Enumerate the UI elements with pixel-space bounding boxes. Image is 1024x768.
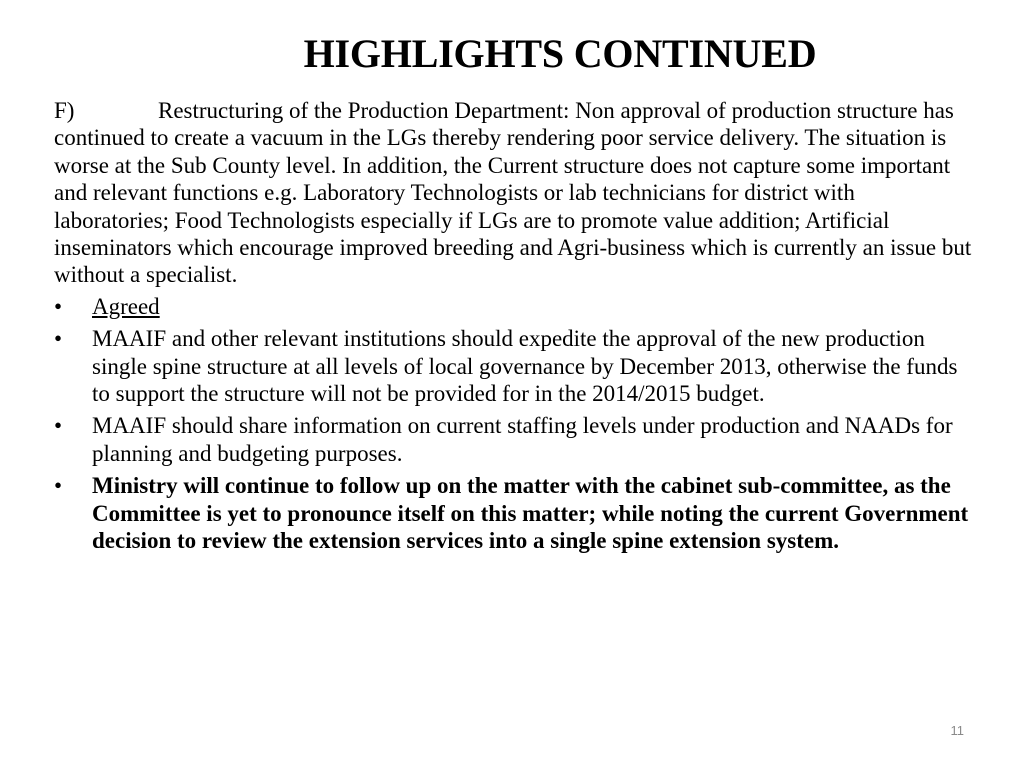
intro-text: Restructuring of the Production Department: Non approval of production structure has continued to create a vacuum in the LGs thereby rendering poor service delivery. The situation is worse at the Sub County level. In addition, the Current structure does not capture some important and relevant functions e.g. Laboratory Technologists or lab technicians for district with laboratories; Food Technologists especially if LGs are to promote value addition; Artificial inseminators which encourage improved breeding and Agri-business which is currently an issue but without a specialist. xyxy=(54,98,972,288)
bullet-list xyxy=(54,293,974,555)
bullet-item-share-information xyxy=(54,412,974,467)
intro-paragraph xyxy=(54,97,974,289)
slide-body xyxy=(54,97,974,560)
bullet-icon: • xyxy=(54,413,63,439)
bullet-icon: • xyxy=(54,473,63,499)
bullet-text: Agreed xyxy=(92,293,160,319)
bullet-icon: • xyxy=(54,293,63,319)
bullet-text: MAAIF should share information on current staffing levels under production and NAADs for planning and budgeting purposes. xyxy=(92,413,953,466)
page-number: 11 xyxy=(950,723,964,738)
bullet-item-ministry-follow-up xyxy=(54,472,974,554)
bullet-text: MAAIF and other relevant institutions should expedite the approval of the new production single spine structure at all levels of local governance by December 2013, otherwise the funds to support the structure will not be provided for in the 2014/2015 budget. xyxy=(92,326,958,407)
bullet-text: Ministry will continue to follow up on the matter with the cabinet sub-committee, as the Committee is yet to pronounce itself on this matter; while noting the current Government decision to review the extension services into a single spine extension system. xyxy=(92,473,969,554)
slide-title: HIGHLIGHTS CONTINUED xyxy=(303,31,817,76)
bullet-item-expedite-approval xyxy=(54,325,974,407)
intro-label: F) xyxy=(54,98,75,123)
bullet-icon: • xyxy=(54,326,63,352)
bullet-item-agreed xyxy=(54,293,974,320)
